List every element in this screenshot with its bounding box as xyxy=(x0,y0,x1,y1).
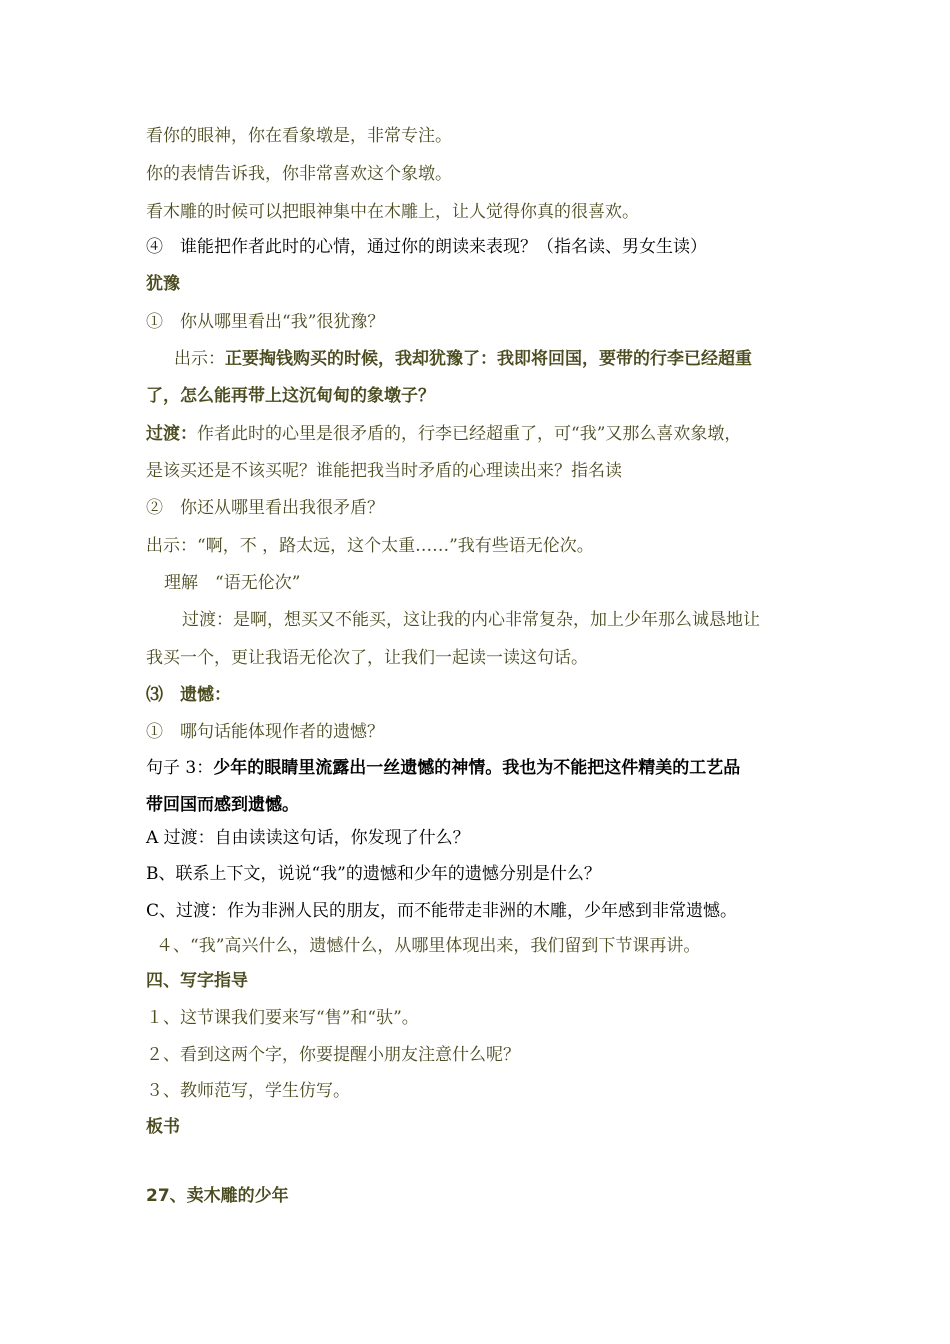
line-body: 作者此时的心里是很矛盾的，行李已经超重了，可“我”又那么喜欢象墩， xyxy=(197,424,742,444)
text-line: 我买一个，更让我语无伦次了，让我们一起读一读这句话。 xyxy=(146,648,588,668)
text-line: ４、“我”高兴什么，遗憾什么，从哪里体现出来，我们留到下节课再讲。 xyxy=(156,936,701,956)
text-line: 是该买还是不该买呢？谁能把我当时矛盾的心理读出来？指名读 xyxy=(146,461,622,481)
text-line: A 过渡：自由读读这句话，你发现了什么？ xyxy=(146,828,470,848)
quoted-sentence: 了，怎么能再带上这沉甸甸的象墩子？ xyxy=(146,386,435,406)
text-line: 理解 “语无伦次” xyxy=(164,573,301,593)
section-heading: 四、写字指导 xyxy=(146,971,248,991)
text-line: ２、看到这两个字，你要提醒小朋友注意什么呢？ xyxy=(146,1045,520,1065)
text-line: 看木雕的时候可以把眼神集中在木雕上，让人觉得你真的很喜欢。 xyxy=(146,202,639,222)
text-line: 过渡：是啊，想买又不能买，这让我的内心非常复杂，加上少年那么诚恳地让 xyxy=(182,610,760,630)
text-line: ④ 谁能把作者此时的心情，通过你的朗读来表现？（指名读、男女生读） xyxy=(146,237,707,257)
quoted-sentence: 正要掏钱购买的时候，我却犹豫了：我即将回国，要带的行李已经超重 xyxy=(225,349,752,369)
text-line xyxy=(146,756,740,780)
line-prefix: 过渡： xyxy=(146,424,197,444)
text-line: 看你的眼神，你在看象墩是，非常专注。 xyxy=(146,126,452,146)
text-line: ② 你还从哪里看出我很矛盾？ xyxy=(146,498,384,518)
text-line xyxy=(146,422,741,446)
text-line: C、过渡：作为非洲人民的朋友，而不能带走非洲的木雕，少年感到非常遗憾。 xyxy=(146,901,738,921)
section-heading: ⑶ 遗憾： xyxy=(146,685,231,705)
quoted-sentence: 少年的眼睛里流露出一丝遗憾的神情。我也为不能把这件精美的工艺品 xyxy=(213,758,741,778)
line-prefix: 句子 3： xyxy=(146,758,214,778)
text-line: 你的表情告诉我，你非常喜欢这个象墩。 xyxy=(146,164,452,184)
text-line: ３、教师范写，学生仿写。 xyxy=(146,1081,350,1101)
text-line: ① 你从哪里看出“我”很犹豫？ xyxy=(146,312,385,332)
board-title: 27、卖木雕的少年 xyxy=(146,1186,289,1206)
text-line: 出示：“啊，不 ，路太远，这个太重……”我有些语无伦次。 xyxy=(146,536,594,556)
section-heading: 板书 xyxy=(146,1117,180,1137)
line-prefix: 出示： xyxy=(174,349,225,369)
text-line: ① 哪句话能体现作者的遗憾？ xyxy=(146,722,384,742)
text-line: B、联系上下文，说说“我”的遗憾和少年的遗憾分别是什么？ xyxy=(146,864,601,884)
text-line: １、这节课我们要来写“售”和“驮”。 xyxy=(146,1008,419,1028)
quoted-sentence: 带回国而感到遗憾。 xyxy=(146,795,299,815)
section-heading: 犹豫 xyxy=(146,274,180,294)
text-line xyxy=(174,347,752,371)
